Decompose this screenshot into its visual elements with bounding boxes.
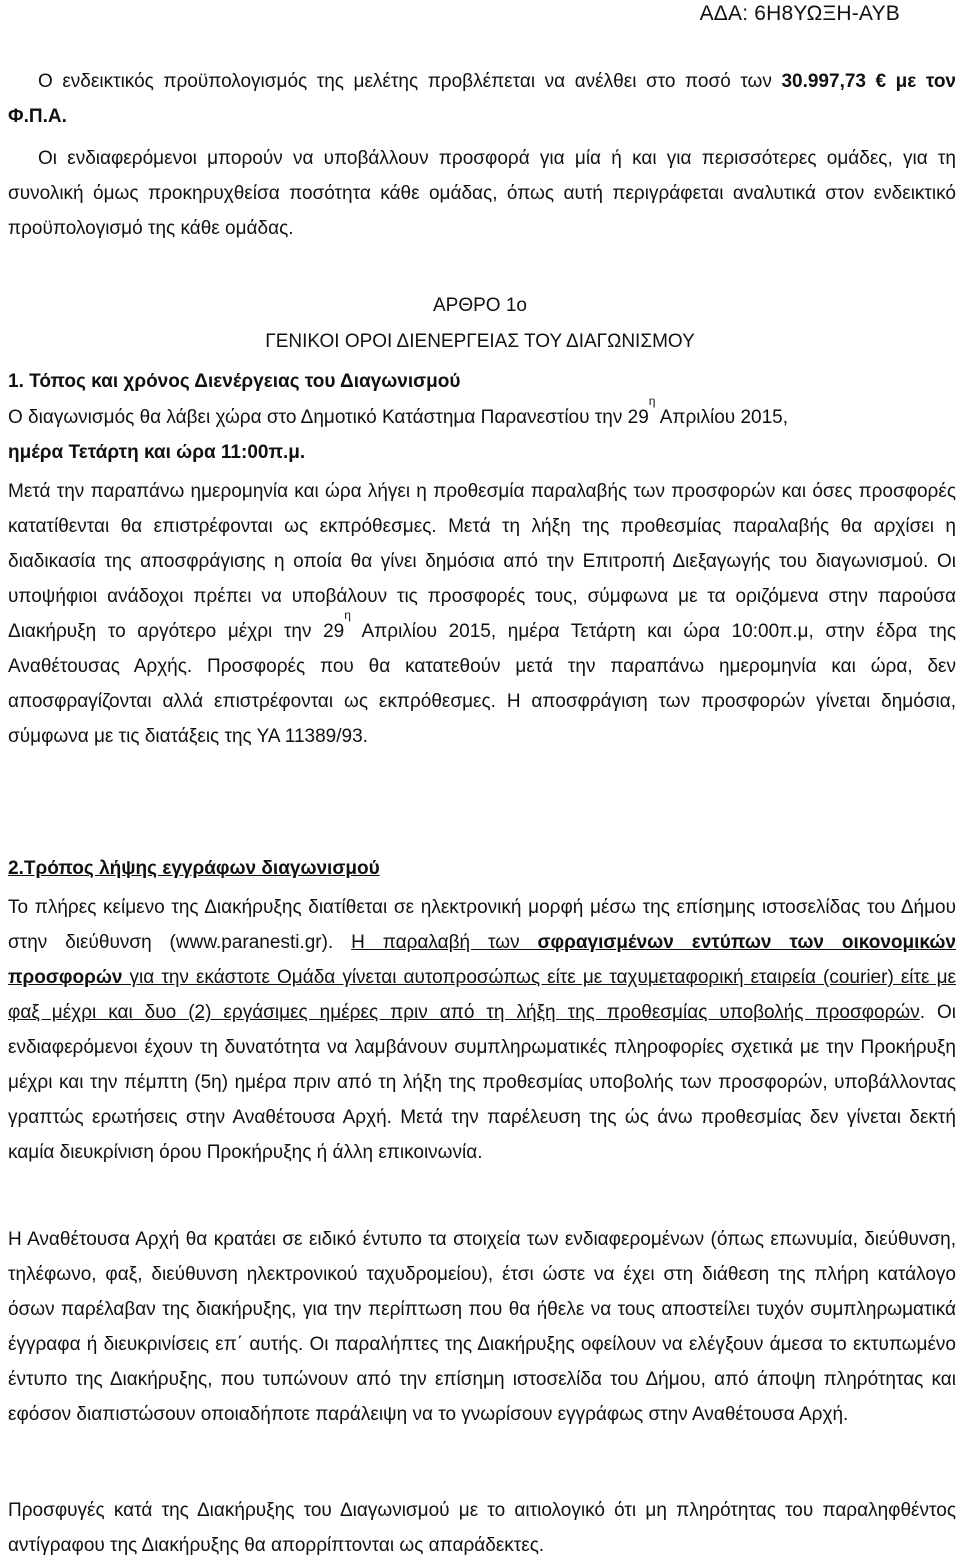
section1-paragraph2 xyxy=(8,474,956,754)
ada-code: ΑΔΑ: 6Η8ΥΩΞΗ-ΑΥΒ xyxy=(699,2,900,25)
section2-p2-text: Η Αναθέτουσα Αρχή θα κρατάει σε ειδικό έντυπο τα στοιχεία των ενδιαφερομένων (όπως επωνυμία, διεύθυνση, τηλέφωνο, φαξ, διεύθυνση ηλεκτρονικού ταχυδρομείου), έτσι ώστε να έχει στη διάθεση της πλήρη κατάλογο όσων παρέλαβαν της διακήρυξης, για την περίπτωση που θα ήθελε να τους αποστείλει τυχόν συμπληρωματικά έγγραφα ή διευκρινίσεις επ΄ αυτής. Οι παραλήπτες της Διακήρυξης οφείλουν να ελέγξουν άμεσα το εκτυπωμένο έντυπο της Διακήρυξης, που τυπώνουν από την επίσημη ιστοσελίδα του Δήμου, από άποψη πληρότητας και εφόσον διαπιστώσουν οποιαδήποτε παράλειψη να το γνωρίσουν εγγράφως στην Αναθέτουσα Αρχή. xyxy=(8,1229,956,1425)
section2-p1-rest: . Οι ενδιαφερόμενοι έχουν τη δυνατότητα να λαμβάνουν συμπληρωματικές πληροφορίες σχετικά με την Προκήρυξη μέχρι και την πέμπτη (5η) ημέρα πριν από τη λήξη της προθεσμίας υποβολής των προσφορών, υποβάλλοντας γραπτώς ερωτήσεις στην Αναθέτουσα Αρχή. Μετά την παρέλευση της ώς άνω προθεσμίας δεν γίνεται δεκτή καμία διευκρίνιση όρου Προκήρυξης ή άλλη επικοινωνία. xyxy=(8,1002,957,1163)
section2-p1-underlined: Η παραλαβή των xyxy=(351,932,538,953)
section1-paragraph1 xyxy=(8,394,956,470)
superscript: η xyxy=(344,608,351,622)
section1-p2-rest: Απριλίου 2015, ημέρα Τετάρτη και ώρα 10:00π.μ, στην έδρα της Αναθέτουσας Αρχής. Προσφορές που θα κατατεθούν μετά την παραπάνω ημερομηνία και ώρα, δεν αποσφραγίζονται αλλά επιστρέφονται ως εκπρόθεσμες. Η αποσφράγιση των προσφορών γίνεται δημόσια, σύμφωνα με τις διατάξεις της ΥΑ 11389/93. xyxy=(8,621,956,747)
groups-text: Οι ενδιαφερόμενοι μπορούν να υποβάλλουν προσφορά για μία ή και για περισσότερες ομάδες, για τη συνολική όμως προκηρυχθείσα ποσότητα κάθε ομάδας, όπως αυτή περιγράφεται αναλυτικά στον ενδεικτικό προϋπολογισμό της κάθε ομάδας. xyxy=(8,148,956,239)
section2-paragraph3 xyxy=(8,1493,956,1563)
article-title: ΓΕΝΙΚΟΙ ΟΡΟΙ ΔΙΕΝΕΡΓΕΙΑΣ ΤΟΥ ΔΙΑΓΩΝΙΣΜΟΥ xyxy=(265,331,695,352)
article-number: ΑΡΘΡΟ 1ο xyxy=(433,295,527,316)
section2-p3-text: Προσφυγές κατά της Διακήρυξης του Διαγωνισμού με το αιτιολογικό ότι μη πληρότητας του παραληφθέντος αντίγραφου της Διακήρυξης θα απορρίπτονται ως απαράδεκτες. xyxy=(8,1500,956,1556)
section1-p1-time: ημέρα Τετάρτη και ώρα 11:00π.μ. xyxy=(8,442,306,463)
section1-p1-date: Απριλίου 2015, xyxy=(655,407,789,428)
section1-heading: 1. Τόπος και χρόνος Διενέργειας του Διαγωνισμού xyxy=(8,371,461,392)
section2-p1-bold-underlined: σφραγισμένων εντύπων των οικονομικών προσφορών xyxy=(8,932,956,988)
superscript: η xyxy=(648,394,656,408)
section1-p1-text: Ο διαγωνισμός θα λάβει χώρα στο Δημοτικό Κατάστημα Παρανεστίου την 29 xyxy=(8,407,649,428)
section2-p1-underlined-2: για την εκάστοτε Ομάδα γίνεται αυτοπροσώπως είτε με ταχυμεταφορική εταιρεία (courier) είτε με φαξ μέχρι και δυο (2) εργάσιμες ημέρες πριν από τη λήξη της προθεσμίας υποβολής προσφορών xyxy=(8,967,956,1023)
section1-p2-text: Μετά την παραπάνω ημερομηνία και ώρα λήγει η προθεσμία παραλαβής των προσφορών και όσες προσφορές κατατίθενται θα επιστρέφονται ως εκπρόθεσμες. Μετά τη λήξη της προθεσμίας παραλαβής θα αρχίσει η διαδικασία της αποσφράγισης η οποία θα γίνει δημόσια από την Επιτροπή Διεξαγωγής του διαγωνισμού. Οι υποψήφιοι ανάδοχοι πρέπει να υποβάλουν τις προσφορές τους, σύμφωνα με τα οριζόμενα στην παρούσα Διακήρυξη το αργότερο μέχρι την 29 xyxy=(8,481,956,642)
section2-paragraph2 xyxy=(8,1222,956,1432)
budget-paragraph xyxy=(8,64,956,134)
budget-amount: 30.997,73 € με τον Φ.Π.Α. xyxy=(8,71,956,127)
section2-p1-text: Το πλήρες κείμενο της Διακήρυξης διατίθεται σε ηλεκτρονική μορφή μέσω της επίσημης ιστοσελίδας του Δήμου στην διεύθυνση (www.paranesti.gr). xyxy=(8,897,956,953)
groups-paragraph xyxy=(8,141,956,246)
budget-text: Ο ενδεικτικός προϋπολογισμός της μελέτης προβλέπεται να ανέλθει στο ποσό των xyxy=(38,71,782,92)
section2-heading: 2.Τρόπος λήψης εγγράφων διαγωνισμού xyxy=(8,858,380,879)
section2-paragraph1 xyxy=(8,890,956,1170)
